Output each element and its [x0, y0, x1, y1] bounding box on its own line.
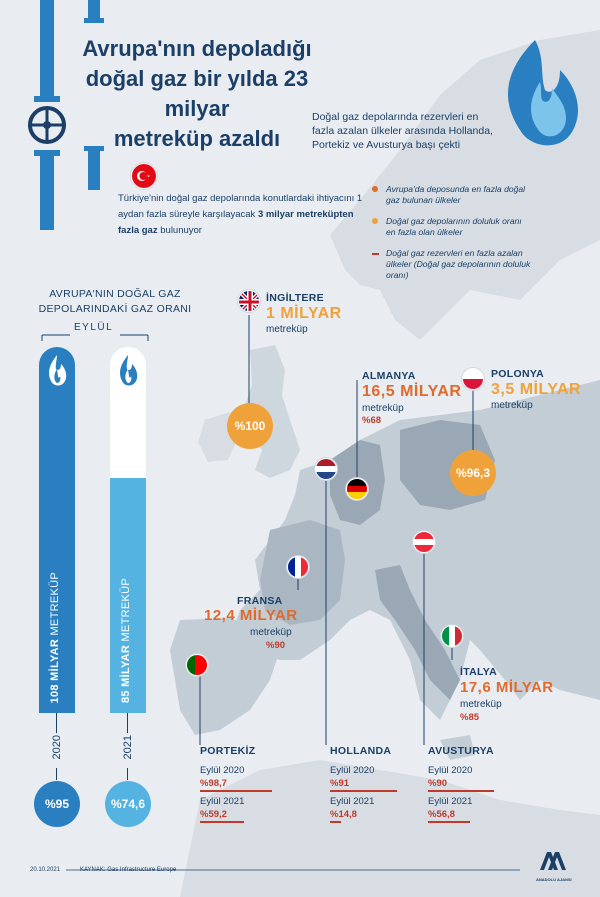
- portugal-decline: PORTEKİZ Eylül 2020 %98,7 Eylül 2021 %59,2: [200, 745, 310, 823]
- legend-item-most-gas: Avrupa'da deposunda en fazla doğal gaz bulunan ülkeler: [372, 184, 532, 206]
- bar-2020: [39, 347, 75, 713]
- legend-item-fullest: Doğal gaz depolarının doluluk oranı en fazla olan ülkeler: [372, 216, 532, 238]
- flame-icon: [39, 351, 75, 391]
- amber-dot-icon: [372, 218, 378, 224]
- turkey-info: [118, 191, 366, 239]
- turkey-text-bold: 3 milyar metreküpten fazla gaz: [118, 209, 354, 236]
- poland-pct-circle: %96,3: [450, 450, 496, 496]
- uk-amount: 1 MİLYAR: [266, 305, 342, 322]
- germany-flag-icon: [346, 478, 368, 500]
- flame-icon: [110, 351, 146, 391]
- year-2021: 2021: [122, 735, 134, 760]
- title-line-2: doğal gaz bir yılda 23 milyar: [85, 66, 309, 121]
- footer-date: 20.10.2021: [30, 867, 61, 873]
- poland-flag-icon: [462, 368, 484, 390]
- poland-unit: metreküp: [491, 400, 533, 411]
- valve-wheel-icon: [30, 108, 64, 142]
- france-name: FRANSA: [237, 595, 283, 607]
- subtitle: Doğal gaz depolarında rezervleri en fazla azalan ülkeler arasında Hollanda, Portekiz ve Avusturya başı çekti: [312, 111, 493, 151]
- aa-logo-icon: [538, 850, 568, 872]
- germany-name: ALMANYA: [362, 370, 416, 382]
- turkey-text-2: bulunuyor: [157, 225, 202, 236]
- title-line-3: metreküp azaldı: [113, 126, 281, 151]
- italy-pct: %85: [460, 712, 480, 723]
- title-line-1: Avrupa'nın depoladığı: [82, 36, 312, 61]
- germany-amount: 16,5 MİLYAR: [362, 383, 462, 400]
- pct-2020-circle: %95: [34, 781, 80, 827]
- germany-unit: metreküp: [362, 403, 404, 414]
- italy-flag-icon: [441, 625, 463, 647]
- uk-unit: metreküp: [266, 324, 308, 335]
- uk-name: İNGİLTERE: [266, 292, 324, 304]
- italy-unit: metreküp: [460, 699, 502, 710]
- legend: [372, 184, 532, 291]
- storage-title: AVRUPA'NIN DOĞAL GAZ DEPOLARINDAKİ GAZ ORANI: [38, 288, 192, 315]
- year-2020: 2020: [51, 735, 63, 760]
- turkey-flag-icon: [131, 163, 157, 189]
- france-pct: %90: [266, 640, 286, 651]
- france-flag-icon: [287, 556, 309, 578]
- austria-decline: AVUSTURYA Eylül 2020 %90 Eylül 2021 %56,8: [428, 745, 528, 823]
- italy-name: İTALYA: [460, 666, 498, 678]
- austria-flag-icon: [413, 531, 435, 553]
- pipe-bottom: [40, 150, 54, 230]
- orange-dot-icon: [372, 186, 378, 192]
- uk-flag-icon: [238, 290, 260, 312]
- poland-name: POLONYA: [491, 368, 545, 380]
- netherlands-flag-icon: [315, 458, 337, 480]
- italy-amount: 17,6 MİLYAR: [460, 679, 554, 696]
- bar-2021: [110, 347, 146, 713]
- uk-pct-circle: %100: [227, 403, 273, 449]
- portugal-flag-icon: [186, 654, 208, 676]
- legend-item-most-decline: Doğal gaz rezervleri en fazla azalan ülkeler (Doğal gaz depolarının doluluk oranı): [372, 248, 532, 281]
- pct-2021-circle: %74,6: [105, 781, 151, 827]
- pipe-top: [40, 0, 54, 100]
- bar-2021-label: 85 MİLYAR METREKÜP: [120, 577, 132, 703]
- netherlands-decline: HOLLANDA Eylül 2020 %91 Eylül 2021 %14,8: [330, 745, 430, 823]
- poland-amount: 3,5 MİLYAR: [491, 381, 582, 398]
- footer-source: KAYNAK: Gas Infrastructure Europe: [80, 867, 177, 873]
- france-unit: metreküp: [250, 627, 292, 638]
- bar-2020-label: 108 MİLYAR METREKÜP: [49, 571, 61, 703]
- red-line-icon: [372, 253, 379, 255]
- page-title: [82, 34, 312, 154]
- turkey-text-1: Türkiye'nin doğal gaz depolarında konutlardaki ihtiyacını 1 aydan fazla süreyle karşılayacak: [118, 193, 363, 220]
- germany-pct: %68: [362, 415, 382, 426]
- month-label: EYLÜL: [74, 322, 114, 333]
- france-amount: 12,4 MİLYAR: [204, 607, 298, 624]
- agency-logo: ANADOLU AJANSI: [536, 850, 570, 882]
